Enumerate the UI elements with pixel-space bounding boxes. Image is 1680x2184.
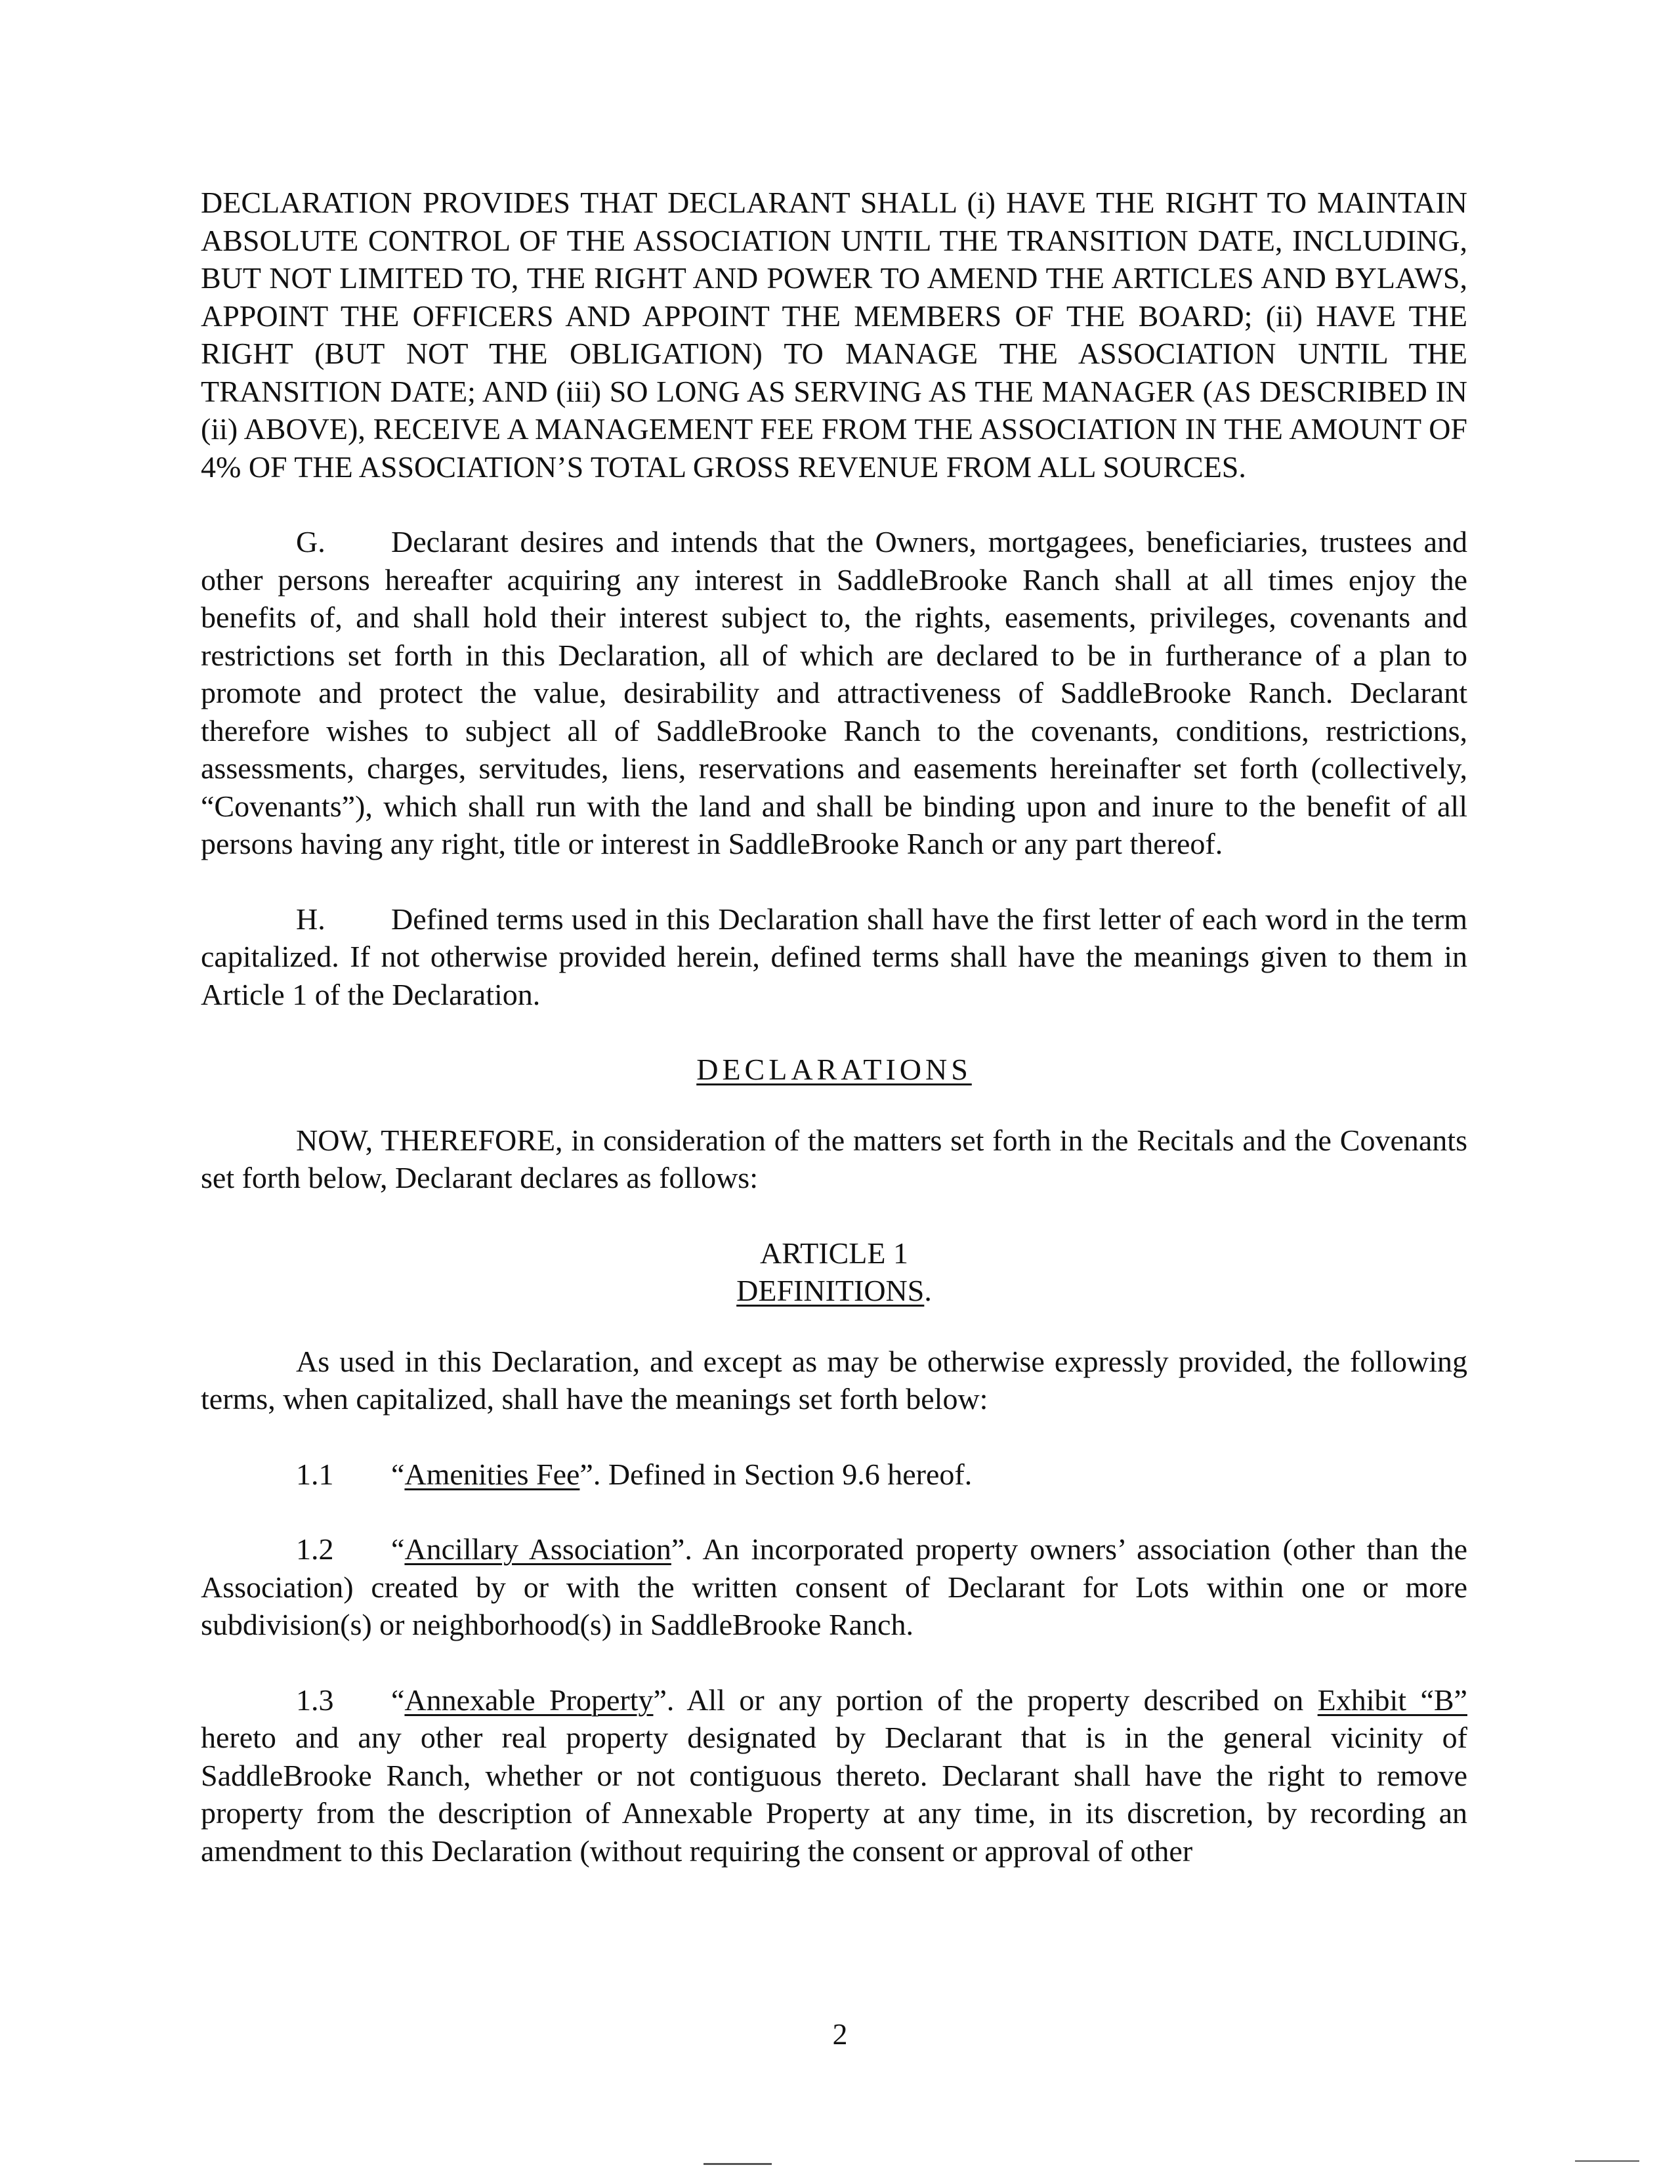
recital-g-label: G. [296,525,326,558]
declarations-heading [201,1051,1467,1089]
section-1-2 [201,1530,1467,1644]
scan-mark-bottom-center [704,2163,772,2165]
article-heading [201,1234,1467,1310]
close-quote: ”. [653,1683,687,1717]
recital-g [201,523,1467,863]
close-quote: ”. [671,1532,703,1566]
section-number: 1.1 [296,1457,334,1491]
open-quote: “ [391,1532,405,1566]
open-quote: “ [391,1683,405,1717]
open-quote: “ [391,1457,405,1491]
section-text: Defined in Section 9.6 hereof. [608,1457,973,1491]
recital-h-label: H. [296,902,326,936]
article-title-period: . [924,1274,932,1307]
scan-mark-bottom-right [1575,2160,1639,2162]
section-number: 1.3 [296,1683,334,1717]
recital-h [201,900,1467,1014]
section-1-1 [201,1456,1467,1494]
defined-term: Ancillary Association [404,1532,671,1566]
recital-h-text: Defined terms used in this Declaration shall have the first letter of each word in the term capitalized. If not otherwise provided herein, defined terms shall have the meanings given to them in Article 1 of the Declaration. [201,902,1467,1011]
section-1-3 [201,1681,1467,1870]
document-body [201,184,1467,1907]
recital-f-continuation: DECLARATION PROVIDES THAT DECLARANT SHALL (i) HAVE THE RIGHT TO MAINTAIN ABSOLUTE CONTROL OF THE ASSOCIATION UNTIL THE TRANSITION DATE, INCLUDING, BUT NOT LIMITED TO, THE RIGHT AND POWER TO AMEND THE ARTICLES AND BYLAWS, APPOINT THE OFFICERS AND APPOINT THE MEMBERS OF THE BOARD; (ii) HAVE THE RIGHT (BUT NOT THE OBLIGATION) TO MANAGE THE ASSOCIATION UNTIL THE TRANSITION DATE; AND (iii) SO LONG AS SERVING AS THE MANAGER (AS DESCRIBED IN (ii) ABOVE), RECEIVE A MANAGEMENT FEE FROM THE ASSOCIATION IN THE AMOUNT OF 4% OF THE ASSOCIATION’S TOTAL GROSS REVENUE FROM ALL SOURCES. [201,186,1467,484]
article-title [201,1272,1467,1310]
section-text-after: hereto and any other real property designated by Declarant that is in the general vicinity of SaddleBrooke Ranch, whether or not contiguous thereto. Declarant shall have the right to remove property from the description of Annexable Property at any time, in its discretion, by recording an amendment to this Declaration (without requiring the consent or approval of other [201,1721,1467,1868]
declarations-heading-text: DECLARATIONS [696,1053,972,1086]
exhibit-reference: Exhibit “B” [1317,1683,1467,1717]
definitions-intro: As used in this Declaration, and except as may be otherwise expressly provided, the following terms, when capitalized, shall have the meanings set forth below: [201,1344,1467,1416]
page-number: 2 [832,2017,848,2051]
defined-term: Amenities Fee [404,1457,580,1491]
now-therefore-paragraph: NOW, THEREFORE, in consideration of the matters set forth in the Recitals and the Covenants set forth below, Declarant declares as follows: [201,1123,1467,1194]
defined-term: Annexable Property [404,1683,654,1717]
section-number: 1.2 [296,1532,334,1566]
article-title-text: DEFINITIONS [736,1274,925,1307]
recital-g-text: Declarant desires and intends that the Owners, mortgagees, beneficiaries, trustees and other persons hereafter acquiring any interest in SaddleBrooke Ranch shall at all times enjoy the benefits of, and shall hold their interest subject to, the rights, easements, privileges, covenants and restrictions set forth in this Declaration, all of which are declared to be in furtherance of a plan to promote and protect the value, desirability and attractiveness of SaddleBrooke Ranch. Declarant therefore wishes to subject all of SaddleBrooke Ranch to the covenants, conditions, restrictions, assessments, charges, servitudes, liens, reservations and easements hereinafter set forth (collectively, “Covenants”), which shall run with the land and shall be binding upon and inure to the benefit of all persons having any right, title or interest in SaddleBrooke Ranch or any part thereof. [201,525,1467,860]
section-text: An incorporated property owners’ association (other than the Association) created by or with the written consent of Declarant for Lots within one or more subdivision(s) or neighborhood(s) in SaddleBrooke Ranch. [201,1532,1467,1641]
section-text-before: All or any portion of the property described on [686,1683,1318,1717]
close-quote: ”. [579,1457,608,1491]
article-label: ARTICLE 1 [760,1236,908,1270]
